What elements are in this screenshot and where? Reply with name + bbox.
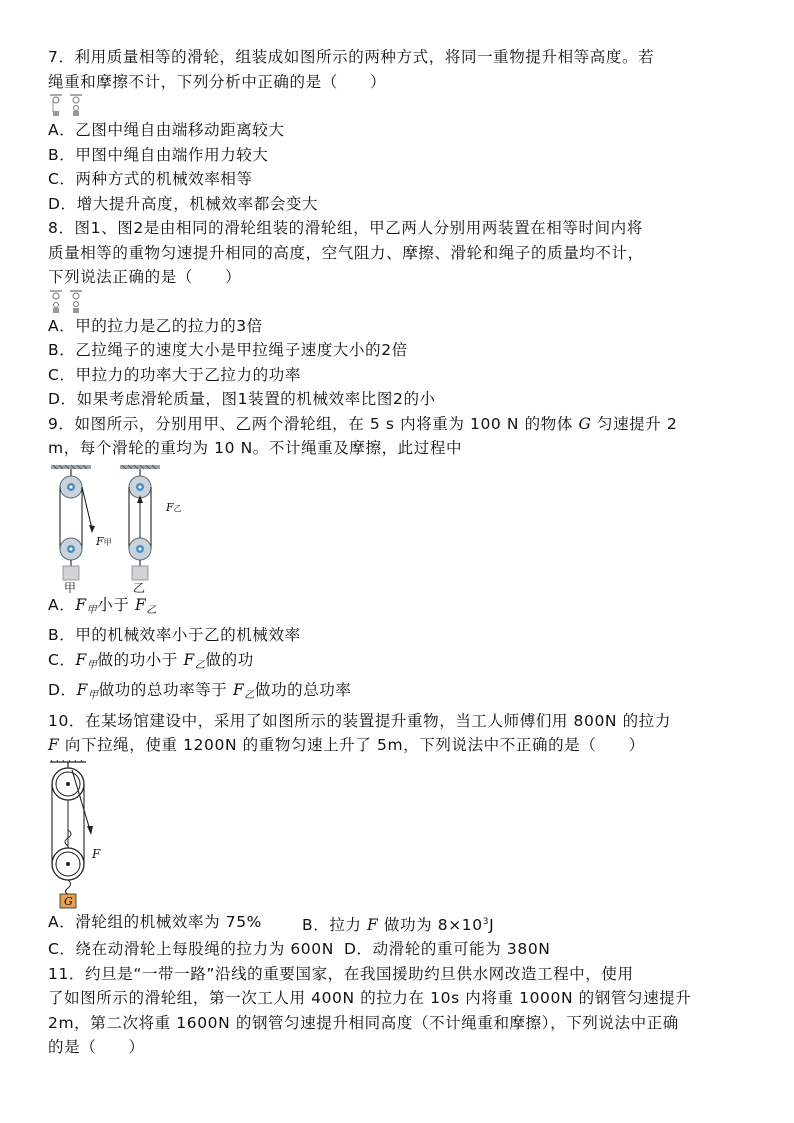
q9-option-a: A．$F_甲$小于 $F_乙$ <box>48 595 157 616</box>
q9-symbol-g: G <box>578 414 592 433</box>
q8-stem-line-1: 8．图1、图2是由相同的滑轮组装的滑轮组，甲乙两人分别用两装置在相等时间内将 <box>48 219 643 237</box>
q11-stem-line-3: 2m，第二次将重 1600N 的钢管匀速提升相同高度（不计绳重和摩擦），下列说法中正确 <box>48 1013 679 1032</box>
q10-option-b: B．拉力 F 做功为 $8\times 10^3J$ <box>301 915 495 934</box>
q9-force-label-yi: F乙 <box>166 500 182 514</box>
q7-option-a: A．乙图中绳自由端移动距离较大 <box>48 121 285 139</box>
q8-stem-line-2: 质量相等的重物匀速提升相同的高度，空气阻力、摩擦、滑轮和绳子的质量均不计， <box>48 243 644 262</box>
q9-label-yi: 乙 <box>133 580 146 593</box>
q9-option-b: B．甲的机械效率小于乙的机械效率 <box>48 626 301 644</box>
q8-option-d: D．如果考虑滑轮质量，图1装置的机械效率比图2的小 <box>48 390 436 408</box>
q10-force-label: F <box>92 846 101 861</box>
q7-pulley-figure <box>48 94 88 118</box>
q10-options-row-2 <box>48 937 758 962</box>
q10-stem-line-2: F 向下拉绳，使重 1200N 的重物匀速上升了 5m，下列说法中不正确的是（ ） <box>48 736 645 754</box>
q10-option-d: D．动滑轮的重可能为 380N <box>343 940 551 958</box>
q9-stem-line-1: 9．如图所示，分别用甲、乙两个滑轮组，在 5 s 内将重为 100 N 的物体 G 匀速提升 2 <box>48 414 678 433</box>
worksheet <box>48 45 758 1060</box>
q10-options-row-1 <box>48 910 758 938</box>
q9-option-c: C．$F_甲$做的功小于 $F_乙$做的功 <box>48 650 254 671</box>
q9-force-label-jia: F甲 <box>96 534 112 548</box>
q8-stem-line-3: 下列说法正确的是（ ） <box>48 268 242 286</box>
q10-weight-label: G <box>64 894 73 908</box>
q7-stem-line-2: 绳重和摩擦不计，下列分析中正确的是（ ） <box>48 72 387 91</box>
q10-stem-line-1: 10．在某场馆建设中，采用了如图所示的装置提升重物，当工人师傅们用 800N 的拉力 <box>48 711 671 730</box>
q10-option-c: C．绕在动滑轮上每股绳的拉力为 600N <box>48 940 334 958</box>
q7-stem-line-1: 7．利用质量相等的滑轮，组装成如图所示的两种方式，将同一重物提升相等高度。若 <box>48 48 655 66</box>
q7-option-b: B．甲图中绳自由端作用力较大 <box>48 145 269 164</box>
q9-pulley-figure <box>48 463 208 593</box>
q9-label-jia: 甲 <box>64 580 77 593</box>
q8-option-c: C．甲拉力的功率大于乙拉力的功率 <box>48 365 301 384</box>
q8-option-b: B．乙拉绳子的速度大小是甲拉绳子速度大小的2倍 <box>48 341 408 359</box>
q9-option-d: D．$F_甲$做功的总功率等于 $F_乙$做功的总功率 <box>48 681 352 701</box>
q8-option-a: A．甲的拉力是乙的拉力的3倍 <box>48 316 263 335</box>
q9-stem-line-2: m，每个滑轮的重均为 10 N。不计绳重及摩擦，此过程中 <box>48 439 463 457</box>
q7-option-d: D．增大提升高度，机械效率都会变大 <box>48 194 319 213</box>
q11-stem-line-2: 了如图所示的滑轮组，第一次工人用 400N 的拉力在 10s 内将重 1000N 的钢管匀速提升 <box>48 989 692 1007</box>
q8-pulley-figure <box>48 290 88 314</box>
q11-stem-line-1: 11．约旦是“一带一路”沿线的重要国家，在我国援助约旦供水网改造工程中，使用 <box>48 964 634 983</box>
q10-option-a: A．滑轮组的机械效率为 75% <box>48 912 262 931</box>
q10-pulley-figure <box>48 760 118 910</box>
q11-stem-line-4: 的是（ ） <box>48 1038 145 1056</box>
q7-option-c: C．两种方式的机械效率相等 <box>48 170 253 188</box>
